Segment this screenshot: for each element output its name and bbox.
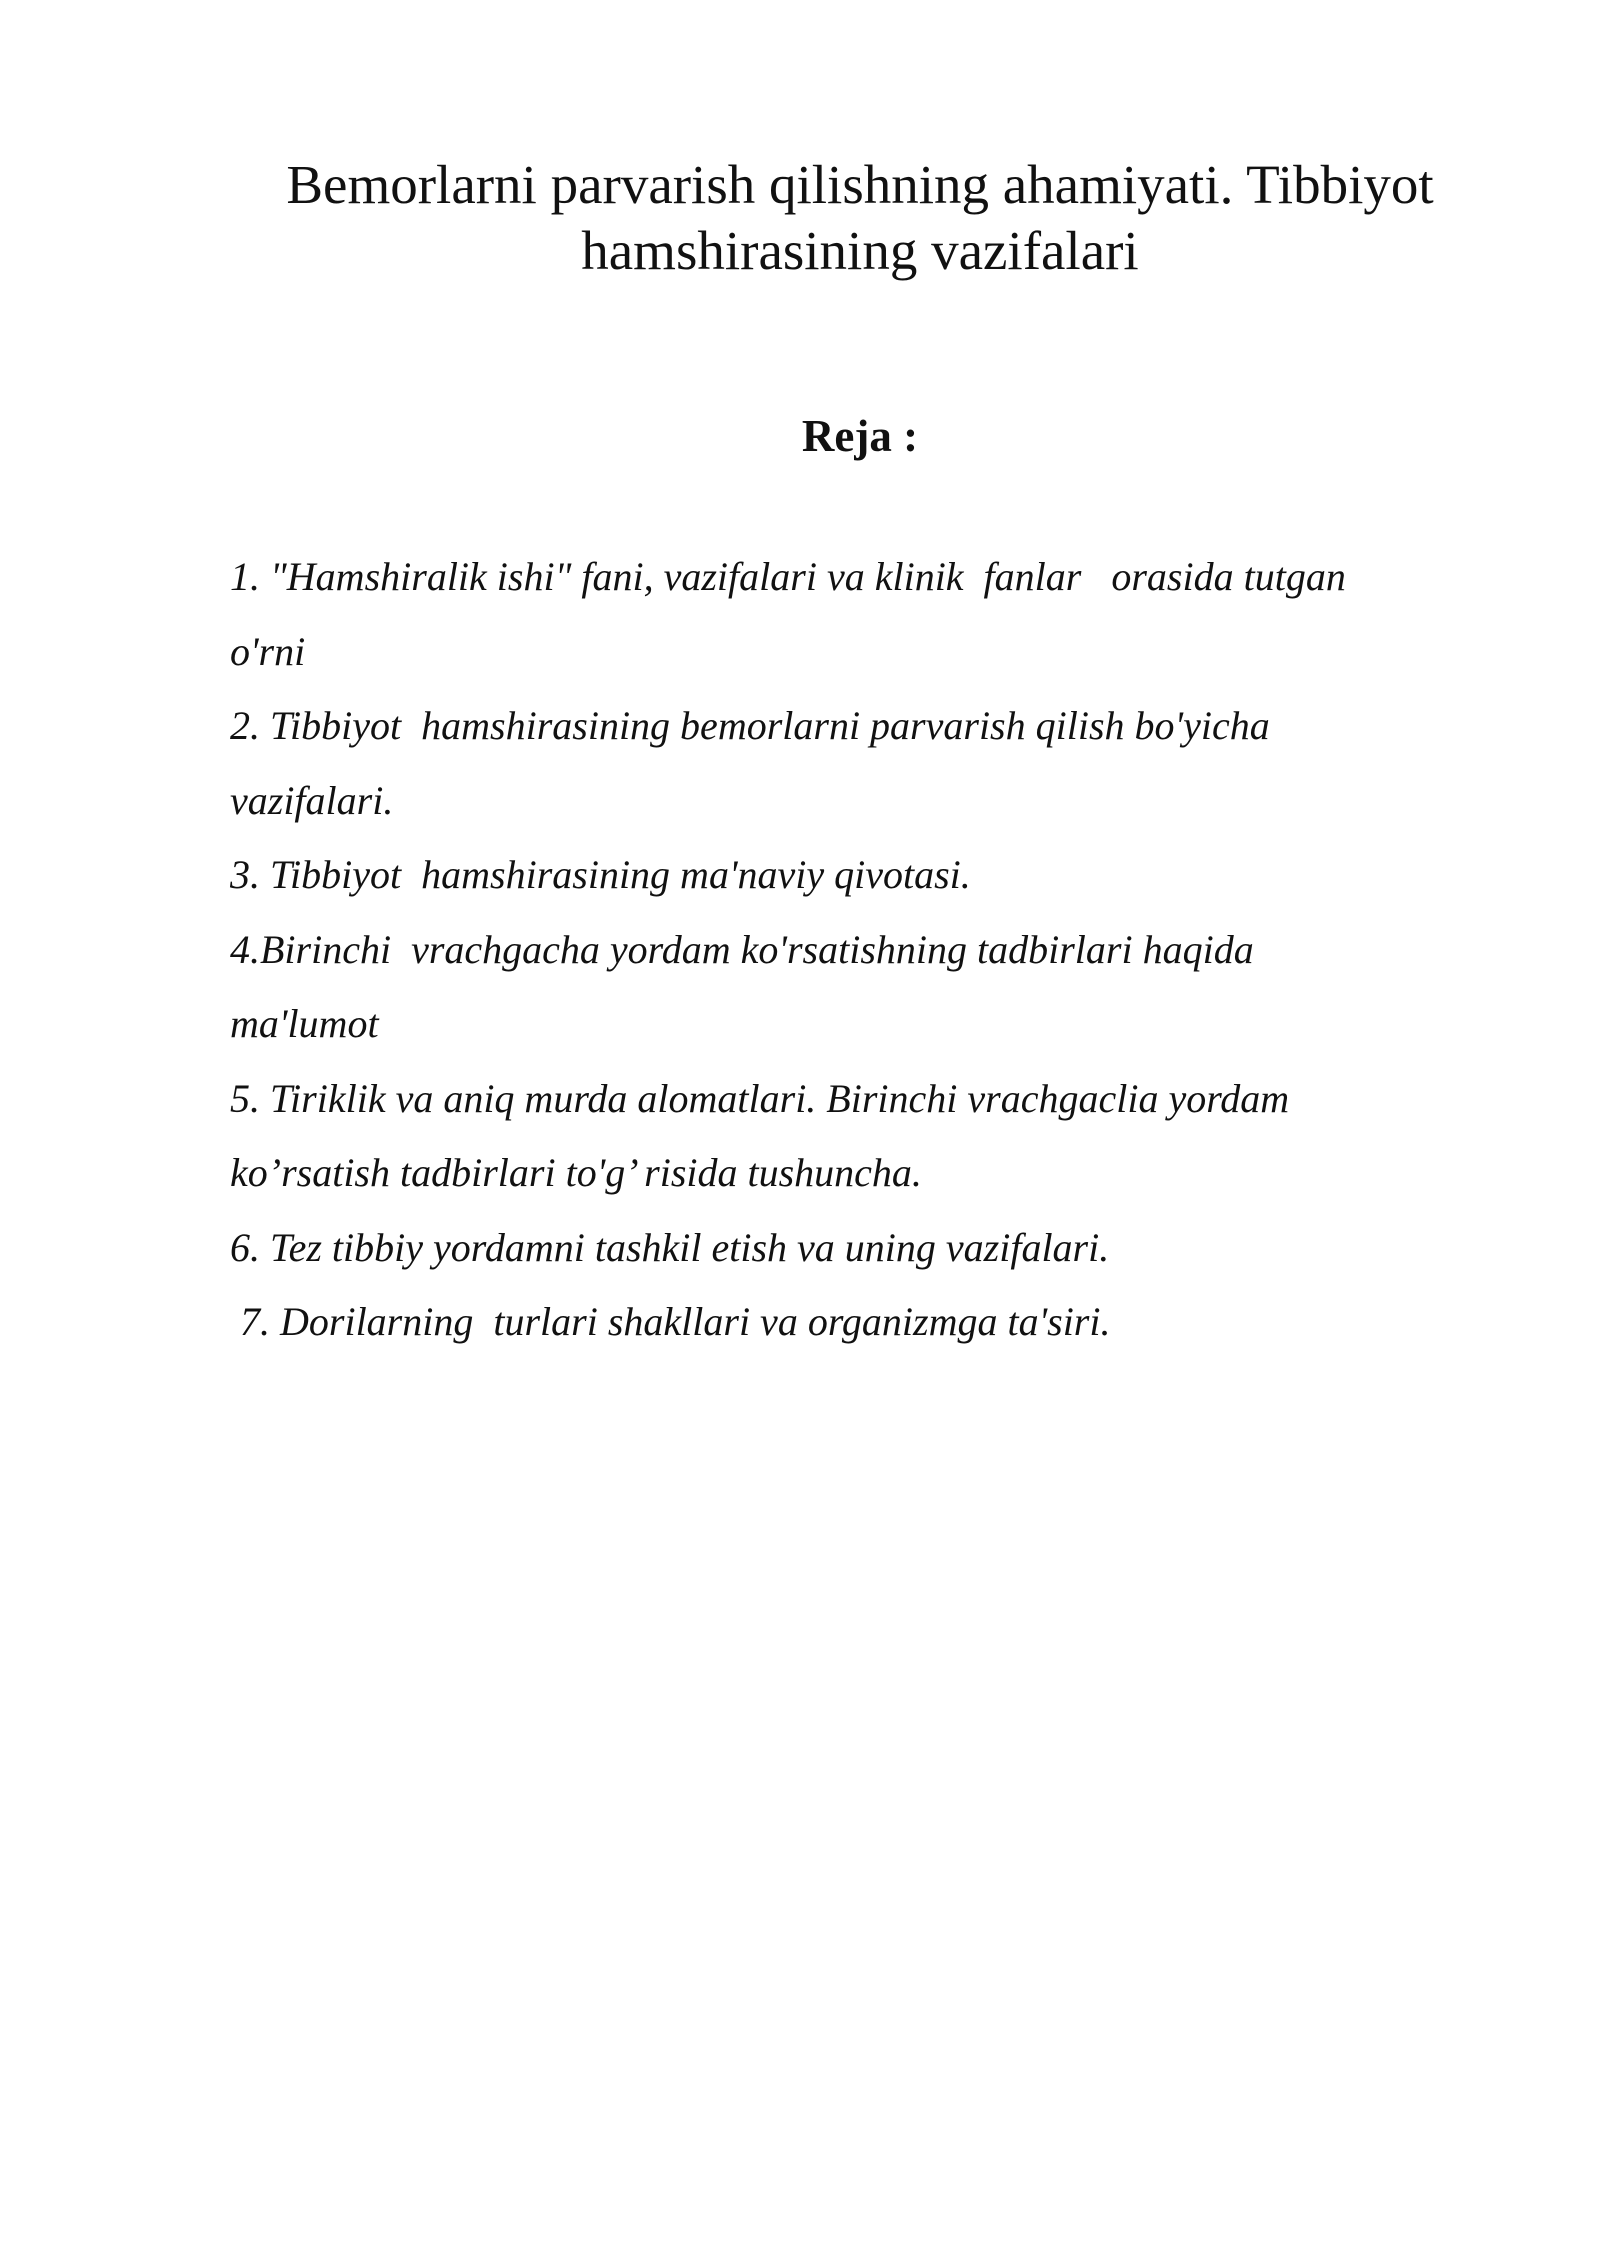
plan-line: 3. Tibbiyot hamshirasining ma'naviy qivotasi. xyxy=(230,852,971,897)
plan-line: o'rni xyxy=(230,628,306,674)
plan-line: ma'lumot xyxy=(230,1001,379,1046)
plan-line: ko’rsatish tadbirlari to'g’ risida tushuncha. xyxy=(230,1150,922,1195)
title-line: Bemorlarni parvarish qilishning ahamiyati. Tibbiyot xyxy=(286,154,1434,215)
plan-line: 2. Tibbiyot hamshirasining bemorlarni parvarish qilish bo'yicha xyxy=(230,703,1270,748)
title-line: hamshirasining vazifalari xyxy=(581,220,1139,281)
plan-list xyxy=(230,540,1510,1360)
plan-line: 1. "Hamshiralik ishi" fani, vazifalari va klinik fanlar orasida tutgan xyxy=(230,554,1346,599)
plan-line: 4.Birinchi vrachgacha yordam ko'rsatishning tadbirlari haqida xyxy=(230,926,1254,972)
document-title xyxy=(230,152,1490,284)
plan-line: vazifalari. xyxy=(230,777,394,823)
plan-line: 7. Dorilarning turlari shakllari va organizmga ta'siri. xyxy=(230,1299,1111,1344)
plan-line: 6. Tez tibbiy yordamni tashkil etish va uning vazifalari. xyxy=(230,1224,1110,1270)
plan-line: 5. Tiriklik va aniq murda alomatlari. Birinchi vrachgaclia yordam xyxy=(230,1075,1290,1121)
plan-heading: Reja : xyxy=(801,411,919,461)
